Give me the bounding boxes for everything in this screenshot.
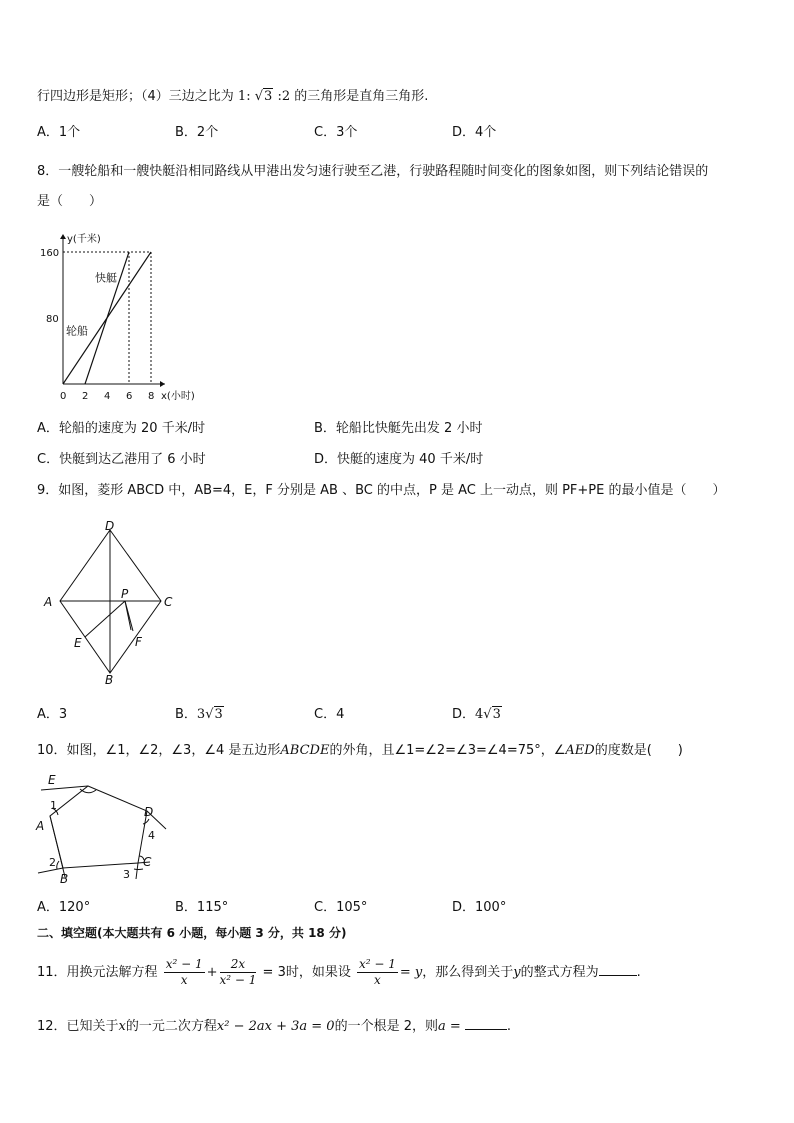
label-b: B: [105, 673, 114, 686]
q7-tail-line: [37, 88, 428, 106]
q7-option-c: C．3个: [314, 125, 358, 140]
q11-frac1-numerator: x² − 1: [165, 957, 203, 971]
q11-question: [37, 956, 641, 990]
q10-text-a: 10．如图，∠1，∠2，∠3，∠4 是五边形: [37, 743, 281, 758]
q8-option-a: A．轮船的速度为 20 千米/时: [37, 421, 206, 436]
q9-option-d: [452, 706, 502, 724]
q11-post2: 的整式方程为: [520, 965, 599, 980]
q10-option-a: A．120°: [37, 900, 91, 915]
q12-end: .: [506, 1019, 512, 1034]
angle-3-arc: [134, 869, 143, 870]
angle-2-arc: [57, 861, 59, 869]
q7-option-d: D．4个: [452, 125, 497, 140]
label-e: E: [48, 773, 56, 787]
q8-question-line1: 8．一艘轮船和一艘快艇沿相同路线从甲港出发匀速行驶至乙港，行驶路程随时间变化的图象如图，则下列结论错误的: [37, 164, 709, 179]
q9-option-b: [175, 706, 224, 724]
q12-equation: x² − 2ax + 3a = 0: [216, 1019, 335, 1034]
q9-option-b-sqrt: √3: [205, 707, 223, 722]
label-e: E: [74, 636, 82, 650]
y-axis-arrow: [60, 234, 66, 239]
q9-option-d-sqrt: √3: [483, 707, 501, 722]
label-angle-4: 4: [148, 829, 155, 842]
extension-cd: [136, 863, 138, 879]
q12-var-a: a: [437, 1019, 446, 1034]
q11-sub-eq: = y: [399, 965, 423, 980]
label-c: C: [143, 855, 152, 869]
q10-option-b: B．115°: [175, 900, 229, 915]
x-tick-label: 2: [82, 391, 89, 402]
label-b: B: [60, 872, 69, 886]
q7-sqrt-value: 3: [264, 89, 273, 104]
q10-question: [37, 742, 683, 760]
label-a: A: [44, 595, 53, 609]
q8-option-b: B．轮船比快艇先出发 2 小时: [314, 421, 483, 436]
q11-prefix: 11．用换元法解方程: [37, 965, 158, 980]
segment-pe: [85, 601, 125, 637]
q11-frac3-numerator: x² − 1: [358, 957, 396, 971]
q11-end: .: [636, 965, 641, 980]
label-angle-1: 1: [50, 799, 57, 812]
q12-answer-blank[interactable]: [465, 1017, 507, 1030]
q10-angle-name: AED: [565, 743, 595, 758]
q7-ratio-part2: :2: [277, 89, 291, 104]
q9-option-c: C．4: [314, 707, 345, 722]
label-c: C: [164, 595, 173, 609]
angle-e-arc: [80, 789, 96, 793]
label-angle-2: 2: [49, 856, 56, 869]
label-angle-3: 3: [123, 868, 130, 881]
label-d: D: [144, 805, 154, 819]
q8-option-c: C．快艇到达乙港用了 6 小时: [37, 452, 206, 467]
q12-var-x: x: [118, 1019, 126, 1034]
y-tick-label: 160: [40, 248, 60, 259]
q11-frac2-numerator: 2x: [220, 957, 257, 973]
rhombus-figure: [38, 518, 188, 686]
q7-option-b: B．2个: [175, 125, 219, 140]
q9-question: 9．如图，菱形 ABCD 中，AB=4，E，F 分别是 AB 、BC 的中点，P 是 AC 上一动点，则 PF+PE 的最小值是（ ）: [37, 483, 726, 498]
pentagon-outline: [50, 786, 147, 868]
q8-option-d: D．快艇的速度为 40 千米/时: [314, 452, 484, 467]
y-axis-label: y(千米): [67, 234, 101, 245]
q10-option-d: D．100°: [452, 900, 507, 915]
q11-equals: = 3时，如果设: [262, 965, 351, 980]
q9-option-b-radicand: 3: [214, 707, 223, 722]
q11-frac1-denominator: x: [180, 973, 188, 987]
q12-question: [37, 1017, 511, 1036]
label-f: F: [135, 635, 142, 649]
q10-pentagon-name: ABCDE: [280, 743, 330, 758]
q11-var: y: [513, 965, 521, 980]
q11-fraction-2: [220, 957, 257, 988]
q11-fraction-3: [357, 957, 398, 988]
x-tick-label: 4: [104, 391, 111, 402]
q12-equals: =: [445, 1019, 465, 1034]
q10-option-c: C．105°: [314, 900, 368, 915]
x-axis-arrow: [160, 381, 165, 387]
series-label-boat: 快艇: [95, 271, 117, 285]
q11-answer-blank[interactable]: [599, 963, 637, 976]
label-a: A: [36, 819, 45, 833]
label-d: D: [105, 519, 115, 533]
q8-question-line2: 是（ ）: [37, 194, 103, 209]
q11-fraction-1: [164, 957, 205, 988]
q9-option-a: A．3: [37, 707, 68, 722]
q7-sqrt: √3: [254, 89, 273, 104]
x-tick-label: 0: [60, 391, 67, 402]
section-2-heading: 二、填空题(本大题共有 6 小题，每小题 3 分，共 18 分): [37, 926, 347, 940]
q10-text-b: 的外角，且∠1=∠2=∠3=∠4=75°，∠: [329, 743, 566, 758]
label-p: P: [121, 587, 129, 601]
q8-line-chart: [34, 230, 224, 405]
q12-post: 的一个根是 2，则: [334, 1019, 438, 1034]
segment-pf-tick: [125, 601, 131, 630]
q9-option-d-radicand: 3: [492, 707, 501, 722]
pentagon-figure: [30, 768, 175, 890]
q9-option-b-prefix: B．: [175, 707, 197, 722]
q11-plus: +: [206, 965, 218, 980]
series-label-ship: 轮船: [66, 324, 88, 338]
q10-text-c: 的度数是( ): [594, 743, 683, 758]
q7-text: 行四边形是矩形；（4）三边之比为: [37, 89, 234, 104]
q7-text-b: 的三角形是直角三角形.: [294, 89, 429, 104]
q9-option-d-prefix: D．: [452, 707, 476, 722]
q11-post: ，那么得到关于: [422, 965, 514, 980]
q9-option-d-coef: 4: [475, 707, 484, 722]
x-tick-label: 8: [148, 391, 155, 402]
y-tick-label: 80: [46, 314, 59, 325]
q11-frac2-denominator: x² − 1: [219, 973, 257, 987]
angle-4-arc: [143, 819, 149, 824]
q7-option-a: A．1个: [37, 125, 81, 140]
q12-mid: 的一元二次方程: [125, 1019, 217, 1034]
q7-ratio-part: 1:: [237, 89, 251, 104]
x-axis-label: x(小时): [161, 391, 195, 402]
q9-option-b-coef: 3: [196, 707, 206, 722]
x-tick-label: 6: [126, 391, 133, 402]
q12-prefix: 12．已知关于: [37, 1019, 119, 1034]
q11-frac3-denominator: x: [374, 973, 381, 987]
